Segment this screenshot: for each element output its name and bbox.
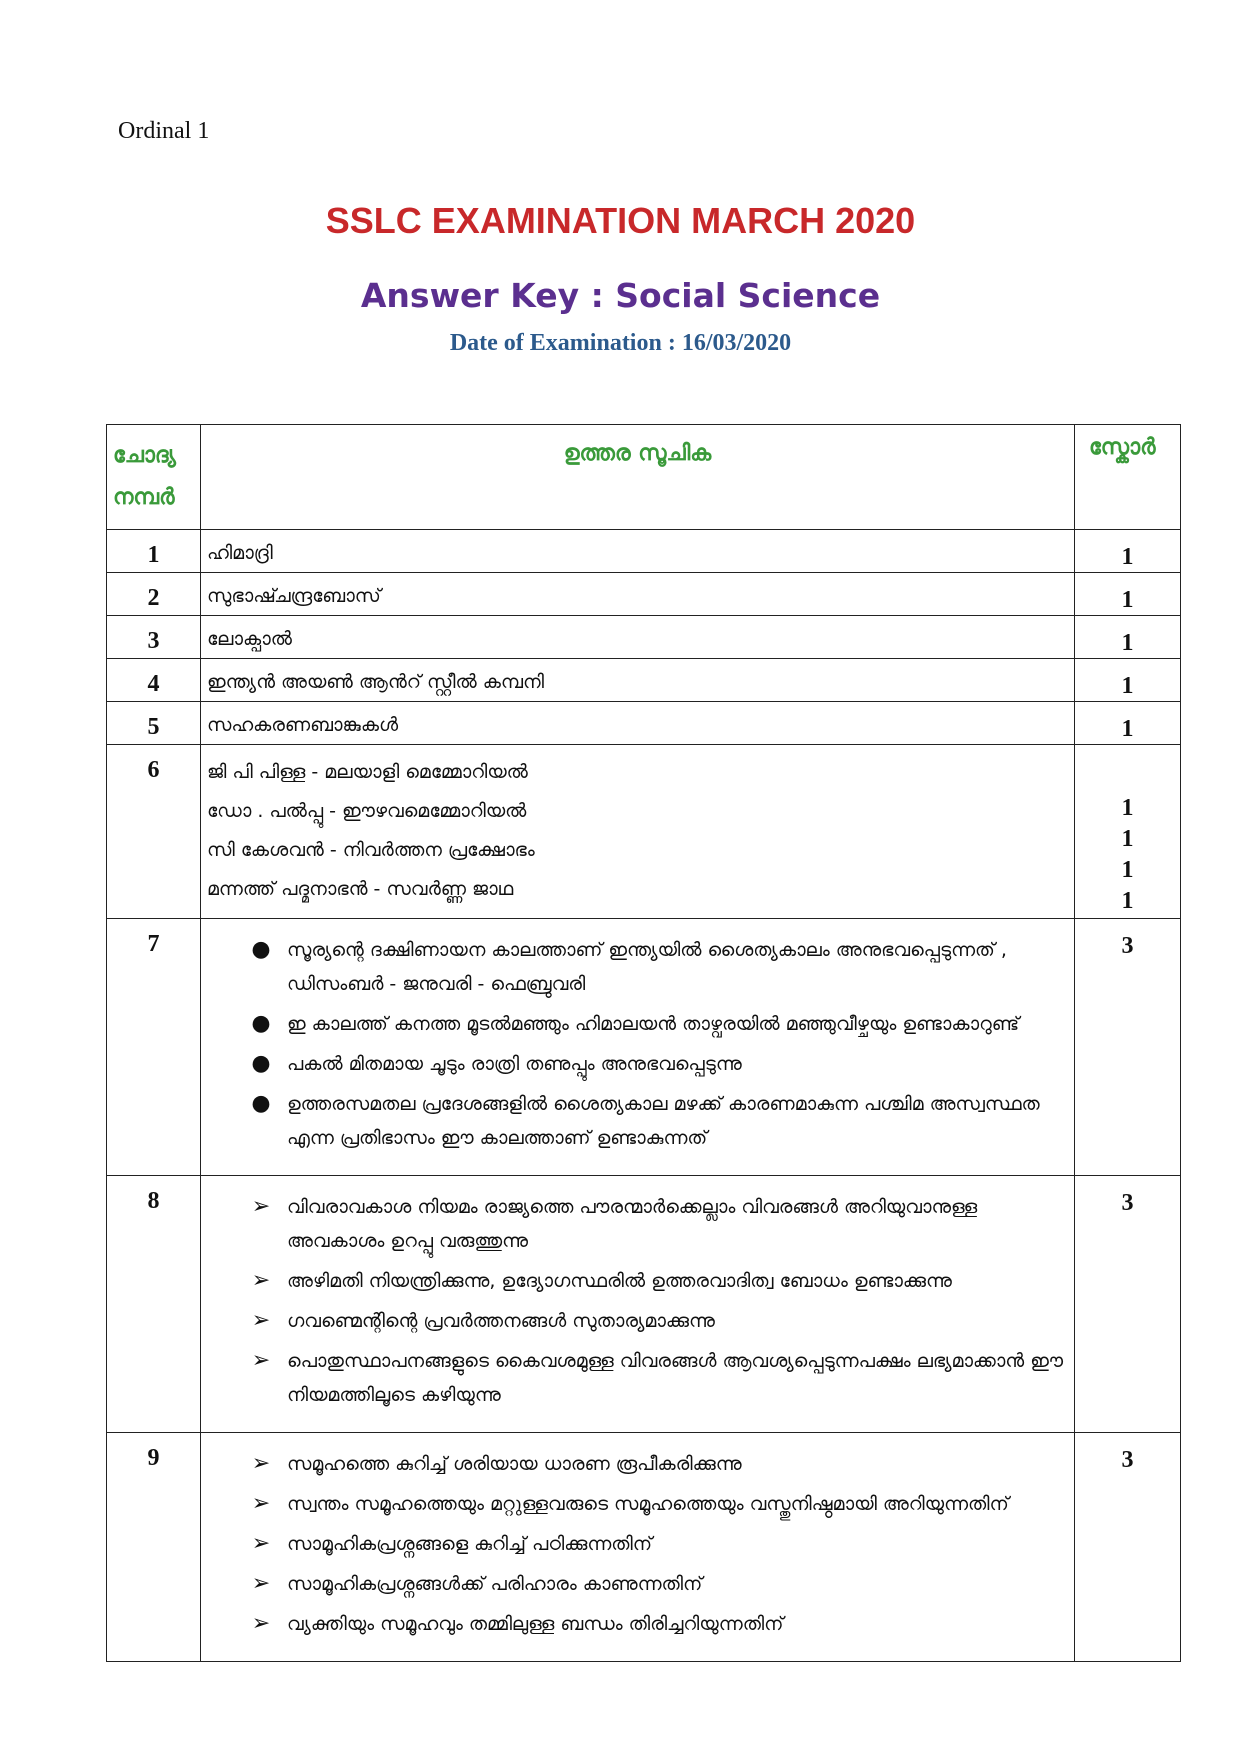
question-number: 3 (107, 616, 201, 659)
answer-line: സി കേശവൻ - നിവർത്തന പ്രക്ഷോഭം (207, 839, 535, 861)
arrow-list (207, 1441, 1068, 1653)
answer-line: മന്നത്ത് പദ്മനാഭൻ - സവർണ്ണ ജാഥ (207, 878, 514, 900)
score-header: സ്കോർ (1075, 425, 1181, 530)
arrowhead-bullet-icon: ➢ (251, 1491, 271, 1516)
score-value: 1 (1075, 702, 1181, 745)
score-value: 3 (1075, 1433, 1181, 1662)
question-number: 5 (107, 702, 201, 745)
question-number: 7 (107, 919, 201, 1176)
list-item: ➢ സമൂഹത്തെ കുറിച്ച് ശരിയായ ധാരണ രൂപീകരിക്കുന്നു (247, 1447, 1068, 1481)
score-value: 3 (1075, 919, 1181, 1176)
score-value: 1 (1121, 795, 1134, 821)
question-number-header-line1: ചോദ്യ (113, 443, 176, 468)
list-item: ➢ സ്വന്തം സമൂഹത്തെയും മറ്റുള്ളവരുടെ സമൂഹത്തെയും വസ്തുനിഷ്ഠമായി അറിയുന്നതിന് (247, 1487, 1068, 1521)
arrowhead-bullet-icon: ➢ (251, 1268, 271, 1293)
table-header-row (107, 425, 1181, 530)
arrowhead-bullet-icon: ➢ (251, 1451, 271, 1476)
question-number: 9 (107, 1433, 201, 1662)
arrowhead-bullet-icon: ➢ (251, 1194, 271, 1219)
answer-line: ഡോ . പൽപ്പു - ഈഴവമെമ്മോറിയൽ (207, 800, 527, 822)
list-item: ● പകൽ മിതമായ ചൂടും രാത്രി തണുപ്പും അനുഭവപ്പെടുന്നു (247, 1047, 1068, 1081)
score-value: 1 (1121, 857, 1134, 883)
arrow-list (207, 1184, 1068, 1424)
list-item: ➢ പൊതുസ്ഥാപനങ്ങളുടെ കൈവശമുള്ള വിവരങ്ങൾ ആവശ്യപ്പെടുന്നപക്ഷം ലഭ്യമാക്കാൻ ഈ നിയമത്തിലൂടെ കഴിയുന്നു (247, 1344, 1068, 1412)
score-value: 1 (1075, 573, 1181, 616)
list-item: ➢ വിവരാവകാശ നിയമം രാജ്യത്തെ പൗരന്മാർക്കെല്ലാം വിവരങ്ങൾ അറിയുവാനുള്ള അവകാശം ഉറപ്പു വരുത്തുന്നു (247, 1190, 1068, 1258)
list-item: ➢ സാമൂഹികപ്രശ്നങ്ങൾക്ക് പരിഹാരം കാണുന്നതിന് (247, 1567, 1068, 1601)
score-value: 1 (1121, 826, 1134, 852)
answer-text: ഹിമാദ്രി (207, 542, 273, 564)
score-value: 3 (1075, 1176, 1181, 1433)
score-value: 1 (1121, 888, 1134, 914)
answer-text: ഇന്ത്യൻ അയൺ ആൻറ് സ്റ്റീൽ കമ്പനി (207, 671, 544, 693)
question-number: 1 (107, 530, 201, 573)
list-item: ➢ അഴിമതി നിയന്ത്രിക്കുന്നു, ഉദ്യോഗസ്ഥരിൽ ഉത്തരവാദിത്വ ബോധം ഉണ്ടാക്കുന്നു (247, 1264, 1068, 1298)
table-row-q9 (107, 1433, 1181, 1662)
score-value: 1 (1075, 616, 1181, 659)
list-item: ➢ ഗവണ്മെന്റിന്റെ പ്രവർത്തനങ്ങൾ സുതാര്യമാക്കുന്നു (247, 1304, 1068, 1338)
question-number: 8 (107, 1176, 201, 1433)
answer-line: ജി പി പിള്ള - മലയാളി മെമ്മോറിയൽ (207, 761, 528, 783)
answer-key-table (106, 424, 1181, 1662)
list-item: ● ഇ കാലത്ത് കനത്ത മൂടൽമഞ്ഞും ഹിമാലയൻ താഴ്വരയിൽ മഞ്ഞുവീഴ്ചയും ഉണ്ടാകാറുണ്ട് (247, 1007, 1068, 1041)
bullet-dot-icon: ● (251, 1091, 271, 1116)
answer-text: സുഭാഷ്ചന്ദ്രബോസ് (207, 585, 381, 607)
table-row (107, 659, 1181, 702)
bullet-list (207, 927, 1068, 1167)
arrowhead-bullet-icon: ➢ (251, 1308, 271, 1333)
answer-text: സഹകരണബാങ്കുകൾ (207, 714, 399, 736)
list-item: ➢ വ്യക്തിയും സമൂഹവും തമ്മിലുള്ള ബന്ധം തിരിച്ചറിയുന്നതിന് (247, 1607, 1068, 1641)
ordinal-label: Ordinal 1 (118, 118, 210, 144)
answer-header: ഉത്തര സൂചിക (201, 425, 1075, 530)
exam-date: Date of Examination : 16/03/2020 (449, 330, 792, 356)
score-value: 1 (1075, 530, 1181, 573)
score-value: 1 (1075, 659, 1181, 702)
table-row (107, 616, 1181, 659)
list-item: ● സൂര്യന്റെ ദക്ഷിണായന കാലത്താണ് ഇന്ത്യയിൽ ശൈത്യകാലം അനുഭവപ്പെടുന്നത് , ഡിസംബർ - ജനുവരി - ഫെബ്രുവരി (247, 933, 1068, 1001)
bullet-dot-icon: ● (251, 1011, 271, 1036)
bullet-dot-icon: ● (251, 937, 271, 962)
arrowhead-bullet-icon: ➢ (251, 1611, 271, 1636)
question-number-header (107, 425, 201, 530)
arrowhead-bullet-icon: ➢ (251, 1531, 271, 1556)
arrowhead-bullet-icon: ➢ (251, 1571, 271, 1596)
table-row-q8 (107, 1176, 1181, 1433)
question-number: 6 (107, 745, 201, 919)
list-item: ● ഉത്തരസമതല പ്രദേശങ്ങളിൽ ശൈത്യകാല മഴക്ക് കാരണമാകുന്ന പശ്ചിമ അസ്വസ്ഥത എന്ന പ്രതിഭാസം ഈ കാലത്താണ് ഉണ്ടാകുന്നത് (247, 1087, 1068, 1155)
arrowhead-bullet-icon: ➢ (251, 1348, 271, 1373)
score-stack (1076, 759, 1179, 917)
question-number-header-line2: നമ്പർ (113, 485, 175, 510)
table-row (107, 702, 1181, 745)
answer-text: ലോക്പാൽ (207, 628, 292, 650)
page-subtitle: Answer Key : Social Science (360, 276, 881, 315)
table-row (107, 530, 1181, 573)
question-number: 2 (107, 573, 201, 616)
question-number: 4 (107, 659, 201, 702)
page-title: SSLC EXAMINATION MARCH 2020 (325, 200, 916, 241)
table-row-q6 (107, 745, 1181, 919)
bullet-dot-icon: ● (251, 1051, 271, 1076)
table-row (107, 573, 1181, 616)
table-row-q7 (107, 919, 1181, 1176)
list-item: ➢ സാമൂഹികപ്രശ്നങ്ങളെ കുറിച്ച് പഠിക്കുന്നതിന് (247, 1527, 1068, 1561)
